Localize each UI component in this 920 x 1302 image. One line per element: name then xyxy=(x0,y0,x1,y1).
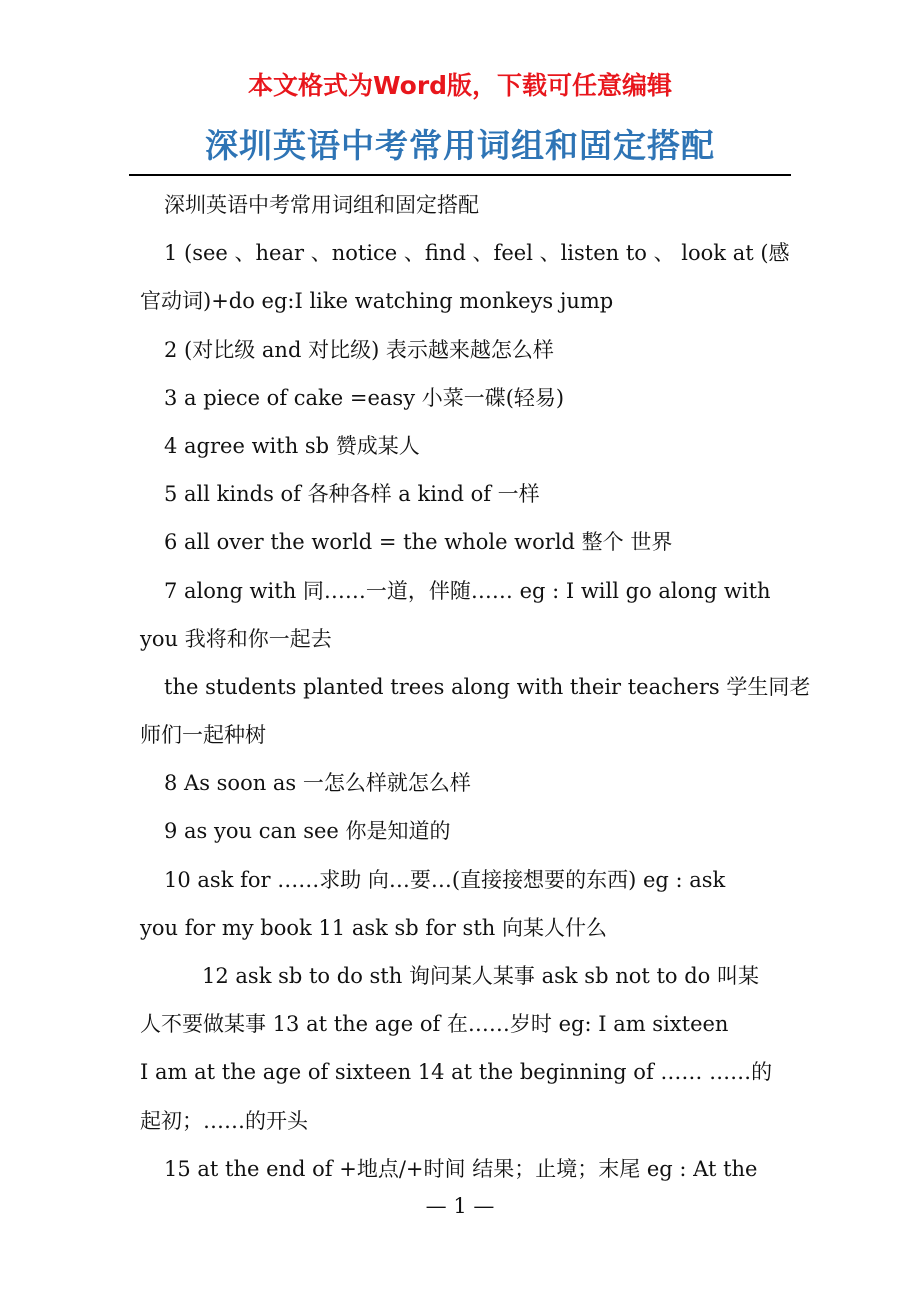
body-line: you for my book 11 ask sb for sth 向某人什么 xyxy=(140,915,607,940)
body-line: 15 at the end of +地点/+时间 结果；止境；末尾 eg : At the xyxy=(164,1156,758,1181)
body-line: the students planted trees along with their teachers 学生同老 xyxy=(164,674,811,699)
document-title: 深圳英语中考常用词组和固定搭配 xyxy=(205,126,715,165)
body-line: 1 (see 、hear 、notice 、find 、feel 、listen to 、 look at (感 xyxy=(164,241,790,266)
body-line: 3 a piece of cake =easy 小菜一碟(轻易) xyxy=(164,385,565,410)
body-line: 师们一起种树 xyxy=(140,723,266,748)
body-line: 人不要做某事 13 at the age of 在……岁时 eg: I am sixteen xyxy=(140,1012,729,1037)
body-line: 起初；……的开头 xyxy=(140,1108,308,1133)
body-line: 4 agree with sb 赞成某人 xyxy=(164,433,420,458)
format-notice: 本文格式为Word版，下载可任意编辑 xyxy=(247,71,673,100)
document-body xyxy=(140,181,811,1193)
body-line: 9 as you can see 你是知道的 xyxy=(164,819,451,844)
body-line: 10 ask for ……求助 向…要…(直接接想要的东西) eg : ask xyxy=(164,867,726,892)
body-line: 5 all kinds of 各种各样 a kind of 一样 xyxy=(164,482,540,507)
body-line: 官动词)+do eg:I like watching monkeys jump xyxy=(140,289,614,314)
body-line: 2 (对比级 and 对比级) 表示越来越怎么样 xyxy=(164,337,554,362)
page-number: — 1 — xyxy=(425,1194,495,1218)
body-line: 深圳英语中考常用词组和固定搭配 xyxy=(164,193,479,217)
body-line: 8 As soon as 一怎么样就怎么样 xyxy=(164,771,471,796)
body-line: 6 all over the world = the whole world 整个 世界 xyxy=(164,530,673,555)
body-line: 7 along with 同……一道，伴随…… eg : I will go along with xyxy=(164,578,771,603)
body-line: you 我将和你一起去 xyxy=(140,626,332,651)
title-divider xyxy=(129,174,791,176)
body-line: I am at the age of sixteen 14 at the beginning of …… ……的 xyxy=(140,1060,773,1085)
body-line: 12 ask sb to do sth 询问某人某事 ask sb not to do 叫某 xyxy=(202,964,759,988)
